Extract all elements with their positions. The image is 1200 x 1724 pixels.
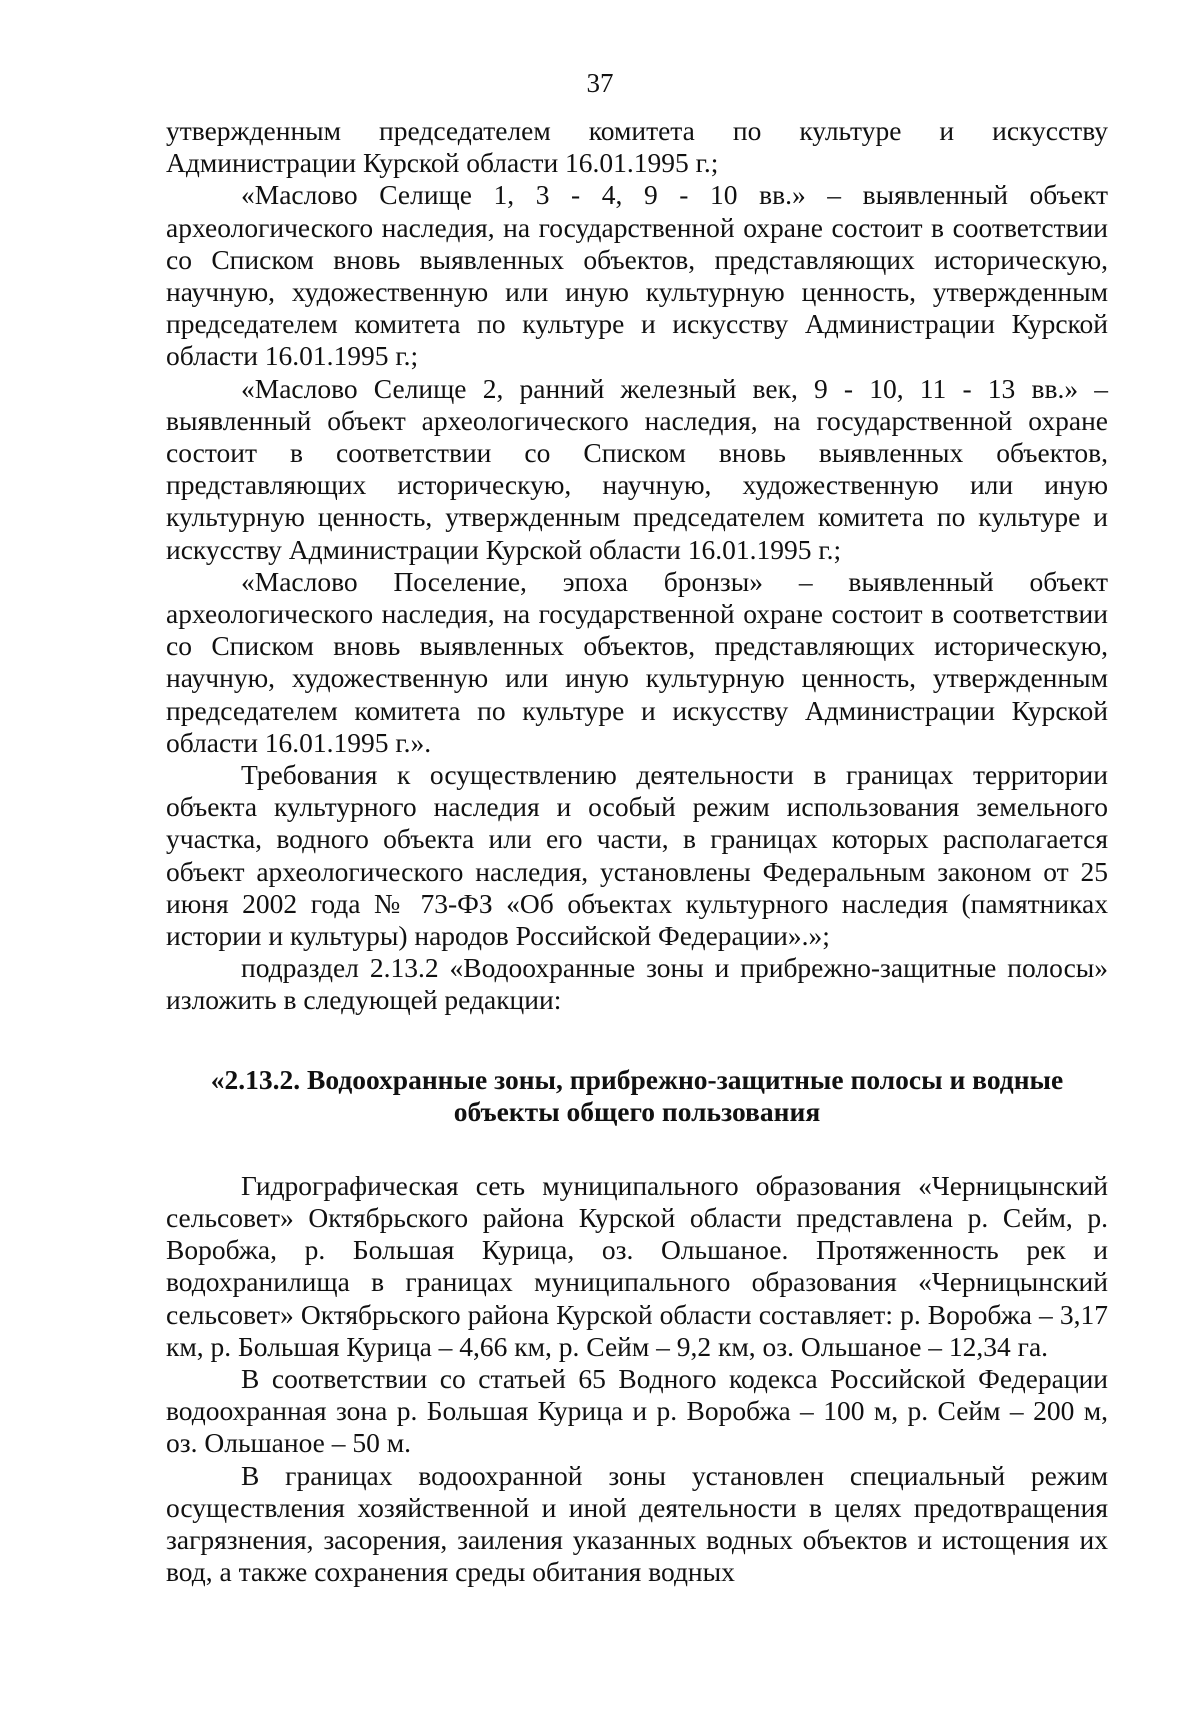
paragraph-maslovo-selishche-2: «Маслово Селище 2, ранний железный век, 9 - 10, 11 - 13 вв.» – выявленный объект археологического наследия, на государственной охране состоит в соответствии со Списком вновь выявленных объектов, представляющих историческую, научную, художественную или иную культурную ценность, утвержденным председателем комитета по культуре и искусству Администрации Курской области 16.01.1995 г.; (166, 372, 1108, 565)
page-number: 37 (586, 68, 614, 98)
section-heading: «2.13.2. Водоохранные зоны, прибрежно-защитные полосы и водные объекты общего пользования (210, 1063, 1064, 1127)
paragraph-continuation: утвержденным председателем комитета по культуре и искусству Администрации Курской области 16.01.1995 г.; (166, 115, 1108, 179)
document-body (166, 115, 1108, 1588)
paragraph-maslovo-poselenie: «Маслово Поселение, эпоха бронзы» – выявленный объект археологического наследия, на государственной охране состоит в соответствии со Списком вновь выявленных объектов, представляющих историческую, научную, художественную или иную культурную ценность, утвержденным председателем комитета по культуре и искусству Администрации Курской области 16.01.1995 г.». (166, 565, 1108, 758)
paragraph-special-regime: В границах водоохранной зоны установлен специальный режим осуществления хозяйственной и иной деятельности в целях предотвращения загрязнения, засорения, заиления указанных водных объектов и истощения их вод, а также сохранения среды обитания водных (166, 1459, 1108, 1588)
paragraph-maslovo-selishche-1: «Маслово Селище 1, 3 - 4, 9 - 10 вв.» – выявленный объект археологического наследия, на государственной охране состоит в соответствии со Списком вновь выявленных объектов, представляющих историческую, научную, художественную или иную культурную ценность, утвержденным председателем комитета по культуре и искусству Администрации Курской области 16.01.1995 г.; (166, 179, 1108, 372)
paragraph-hydrographic-network: Гидрографическая сеть муниципального образования «Черницынский сельсовет» Октябрьского района Курской области представлена р. Сейм, р. Воробжа, р. Большая Курица, оз. Ольшаное. Протяженность рек и водохранилища в границах муниципального образования «Черницынский сельсовет» Октябрьского района Курской области составляет: р. Воробжа – 3,17 км, р. Большая Курица – 4,66 км, р. Сейм – 9,2 км, оз. Ольшаное – 12,34 га. (166, 1169, 1108, 1362)
paragraph-subsection-instruction: подраздел 2.13.2 «Водоохранные зоны и прибрежно-защитные полосы» изложить в следующей редакции: (166, 952, 1108, 1016)
paragraph-water-protection-zone: В соответствии со статьей 65 Водного кодекса Российской Федерации водоохранная зона р. Большая Курица и р. Воробжа – 100 м, р. Сейм – 200 м, оз. Ольшаное – 50 м. (166, 1362, 1108, 1459)
paragraph-requirements: Требования к осуществлению деятельности в границах территории объекта культурного наследия и особый режим использования земельного участка, водного объекта или его части, в границах которых располагается объект археологического наследия, установлены Федеральным законом от 25 июня 2002 года № 73-ФЗ «Об объектах культурного наследия (памятниках истории и культуры) народов Российской Федерации».»; (166, 759, 1108, 952)
